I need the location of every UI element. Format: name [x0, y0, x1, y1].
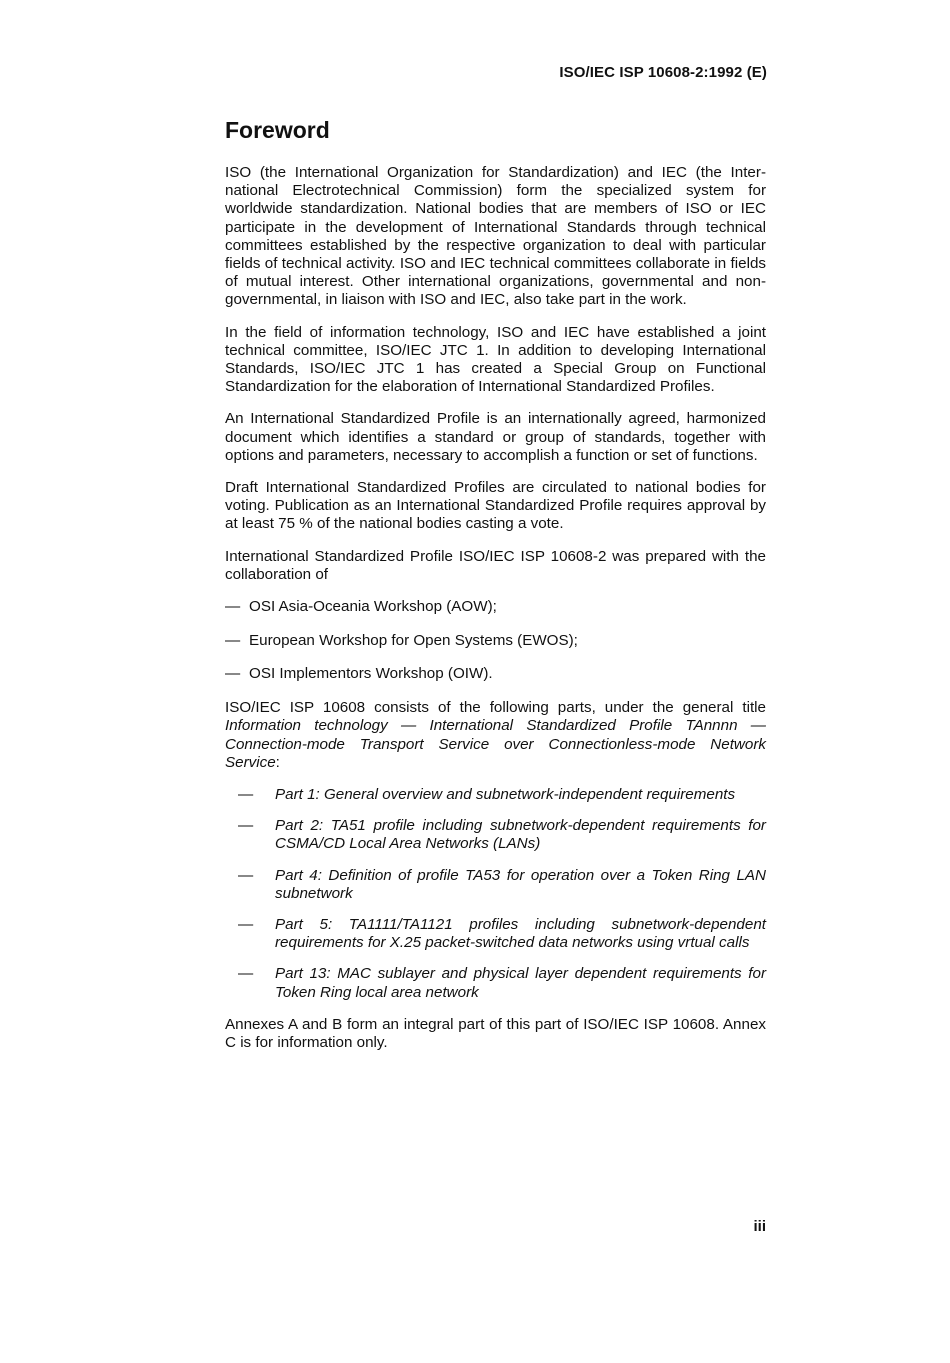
paragraph-annexes: Annexes A and B form an integral part of this part of ISO/IEC ISP 10608. Annex C is for information only. — [225, 1015, 766, 1052]
paragraph-collaboration: International Standardized Profile ISO/IEC ISP 10608-2 was prepared with the collaboration of — [225, 547, 766, 583]
dash-marker: — — [238, 817, 254, 835]
series-title-suffix: : — [275, 753, 280, 771]
collaborator-list — [225, 598, 766, 684]
list-item — [225, 632, 766, 650]
list-item — [225, 598, 766, 616]
collaborator-oiw: OSI Implementors Workshop (OIW). — [249, 665, 493, 683]
paragraph-parts-intro — [225, 699, 766, 772]
dash-marker: — — [225, 598, 241, 616]
part-4: Part 4: Definition of profile TA53 for operation over a Token Ring LAN subnetwork — [275, 866, 766, 902]
parts-intro-text: ISO/IEC ISP 10608 consists of the following parts, under the general title — [225, 699, 766, 717]
part-13: Part 13: MAC sublayer and physical layer dependent requirements for Token Ring local area network — [275, 965, 766, 1001]
dash-marker: — — [225, 665, 241, 683]
list-item — [225, 786, 766, 804]
foreword-body — [225, 164, 766, 1066]
dash-marker: — — [238, 965, 254, 983]
part-2: Part 2: TA51 profile including subnetwork-dependent requirements for CSMA/CD Local Area Networks (LANs) — [275, 817, 766, 853]
page-number: iii — [753, 1218, 766, 1235]
list-item — [225, 817, 766, 853]
collaborator-ewos: European Workshop for Open Systems (EWOS); — [249, 631, 578, 649]
paragraph-isp-definition: An International Standardized Profile is an internationally agreed, harmonized document which identifies a standard or group of standards, together with options and parameters, necessary to accomplish a function or set of functions. — [225, 410, 766, 464]
page-header: ISO/IEC ISP 10608-2:1992 (E) — [559, 64, 767, 81]
series-title: Information technology — International Standardized Profile TAnnnn — Connection-mode Transport Service over Connectionless-mode Network Service — [225, 717, 766, 771]
list-item — [225, 665, 766, 683]
paragraph-jtc1: In the field of information technology, ISO and IEC have established a joint technical committee, ISO/IEC JTC 1. In addition to developing International Standards, ISO/IEC JTC 1 has created a Special Group on Functional Standardization for the elaboration of International Standardized Profiles. — [225, 323, 766, 396]
collaborator-aow: OSI Asia-Oceania Workshop (AOW); — [249, 598, 497, 616]
list-item — [225, 867, 766, 903]
dash-marker: — — [238, 866, 254, 884]
parts-list — [225, 786, 766, 1002]
page-title: Foreword — [225, 117, 330, 143]
paragraph-iso-iec: ISO (the International Organization for Standardization) and IEC (the International Electrotechnical Commission) form the specialized system for worldwide standardization. National bodies that are members of ISO or IEC participate in the development of International Standards through technical committees established by the respective organization to deal with particular fields of technical activity. ISO and IEC technical committees collaborate in fields of mutual interest. Other international organizations, governmental and non-governmental, in liaison with ISO and IEC, also take part in the work. — [225, 164, 766, 309]
list-item — [225, 965, 766, 1001]
part-5: Part 5: TA1111/TA1121 profiles including subnetwork-dependent requirements for X.25 packet-switched data networks using vrtual calls — [275, 916, 766, 952]
dash-marker: — — [238, 916, 254, 933]
paragraph-voting: Draft International Standardized Profiles are circulated to national bodies for voting. Publication as an International Standardized Profile requires approval by at least 75 % of the national bodies casting a vote. — [225, 479, 766, 533]
part-1: Part 1: General overview and subnetwork-independent requirements — [275, 785, 736, 803]
dash-marker: — — [238, 785, 254, 803]
list-item — [225, 916, 766, 952]
dash-marker: — — [225, 631, 241, 649]
